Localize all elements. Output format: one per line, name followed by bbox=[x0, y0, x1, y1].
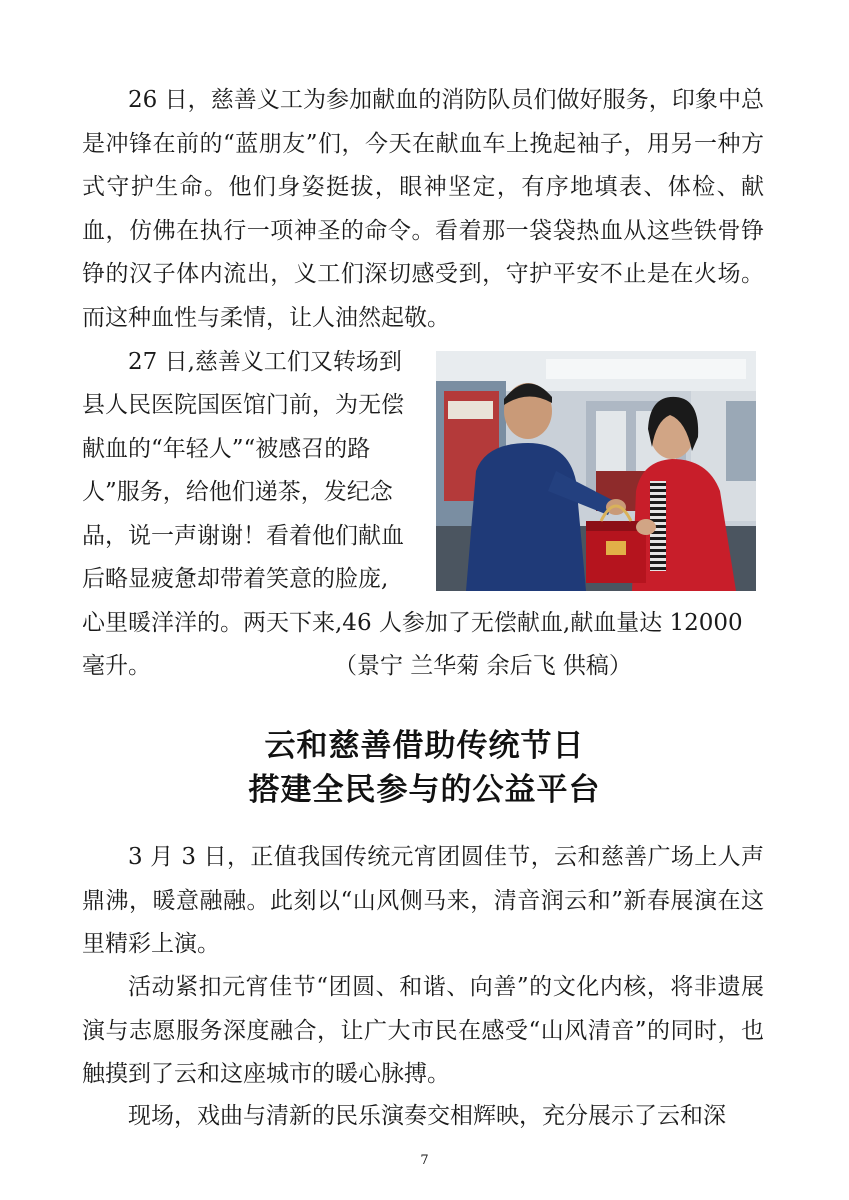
volunteer-photo bbox=[436, 351, 756, 591]
para2-line-6: 后略显疲惫却带着笑意的脸庞, bbox=[82, 566, 389, 592]
article-title-line-2: 搭建全民参与的公益平台 bbox=[248, 772, 601, 808]
para2-line-8: 毫升。 bbox=[82, 653, 151, 679]
page-number: 7 bbox=[420, 1153, 429, 1168]
article-credit: （景宁 兰华菊 余后飞 供稿） bbox=[334, 653, 632, 679]
para2-line-5: 品，说一声谢谢！看着他们献血 bbox=[82, 523, 404, 549]
paragraph-performance: 现场，戏曲与清新的民乐演奏交相辉映，充分展示了云和深 bbox=[128, 1103, 726, 1129]
paragraph-lantern-festival: 3 月 3 日，正值我国传统元宵团圆佳节，云和慈善广场上人声鼎沸，暖意融融。此刻以“山风侧马来，清音润云和”新春展演在这里精彩上演。 bbox=[82, 844, 764, 957]
article-title-line-1: 云和慈善借助传统节日 bbox=[264, 728, 585, 764]
para2-line-3: 献血的“年轻人”“被感召的路 bbox=[82, 436, 371, 462]
para2-line-1: 27 日,慈善义工们又转场到 bbox=[128, 349, 402, 375]
para2-line-4: 人”服务，给他们递茶，发纪念 bbox=[82, 479, 393, 505]
para2-line-7: 心里暖洋洋的。两天下来,46 人参加了无偿献血,献血量达 12000 bbox=[82, 610, 743, 636]
paragraph-firefighters-donation: 26 日，慈善义工为参加献血的消防队员们做好服务，印象中总是冲锋在前的“蓝朋友”们，今天在献血车上挽起袖子，用另一种方式守护生命。他们身姿挺拔，眼神坚定，有序地填表、体检、献血，仿佛在执行一项神圣的命令。看着那一袋袋热血从这些铁骨铮铮的汉子体内流出，义工们深切感受到，守护平安不止是在火场。而这种血性与柔情，让人油然起敬。 bbox=[82, 87, 764, 331]
photo-illustration bbox=[436, 351, 756, 591]
para2-line-2: 县人民医院国医馆门前，为无偿 bbox=[82, 392, 404, 418]
paragraph-culture-core: 活动紧扣元宵佳节“团圆、和谐、向善”的文化内核，将非遗展演与志愿服务深度融合，让广大市民在感受“山风清音”的同时，也触摸到了云和这座城市的暖心脉搏。 bbox=[82, 974, 764, 1087]
